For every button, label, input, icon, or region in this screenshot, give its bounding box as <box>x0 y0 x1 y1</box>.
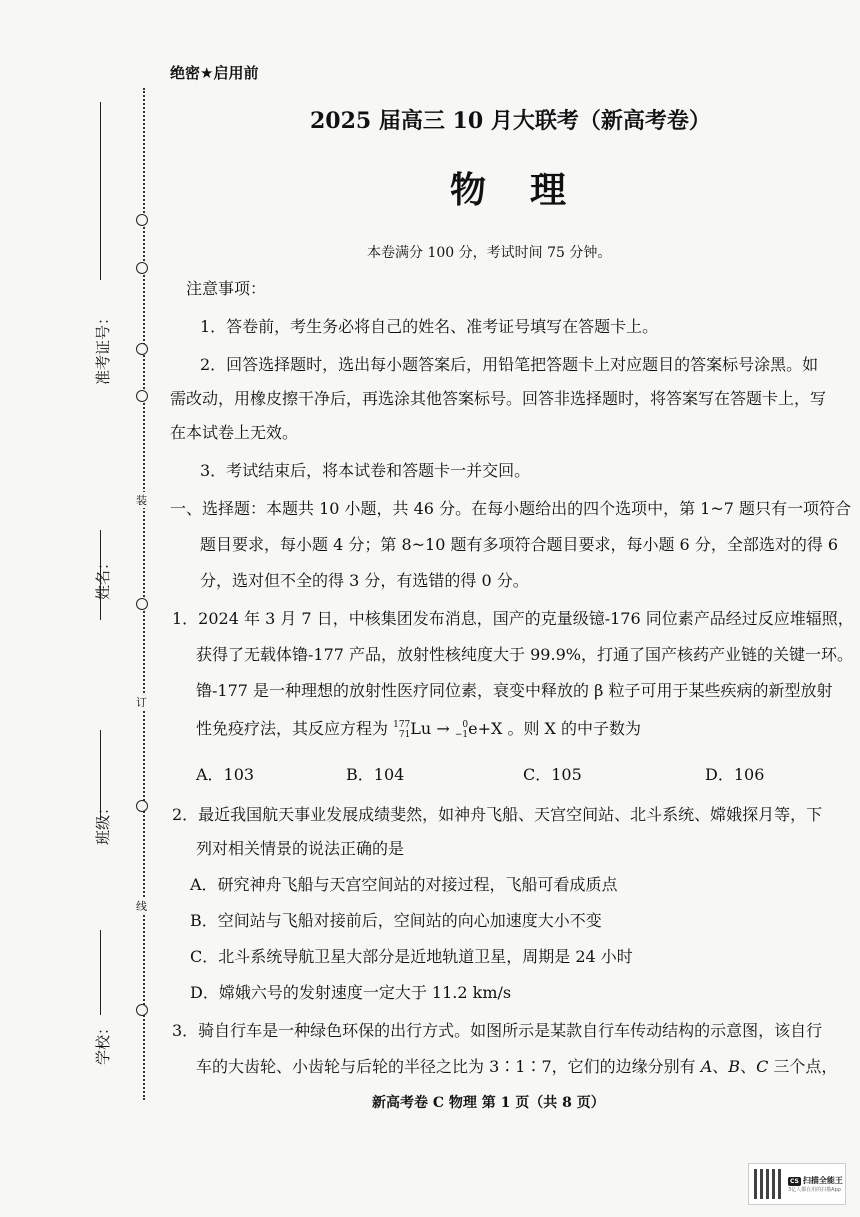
admission-number-line <box>100 102 101 280</box>
section-heading: 一、选择题：本题共 10 小题，共 46 分。在每小题给出的四个选项中，第 1~7 题只有一项符合 <box>170 499 852 518</box>
notice-item: 在本试卷上无效。 <box>170 423 299 442</box>
q2-option-a: A．研究神舟飞船与天宫空间站的对接过程，飞船可看成质点 <box>190 875 618 894</box>
score-info: 本卷满分 100 分，考试时间 75 分钟。 <box>367 245 612 261</box>
cs-badge: CS <box>790 1178 799 1185</box>
q2-option-b: B．空间站与飞船对接前后，空间站的向心加速度大小不变 <box>190 911 602 930</box>
notice-heading: 注意事项： <box>186 279 267 298</box>
class-label: 班级： <box>94 799 112 845</box>
q1-stem: 镥-177 是一种理想的放射性医疗同位素，衰变中释放的 β 粒子可用于某些疾病的新型放射 <box>196 681 833 700</box>
q2-option-d: D．嫦娥六号的发射速度一定大于 11.2 km/s <box>190 983 512 1002</box>
q2-stem: 列对相关情景的说法正确的是 <box>196 839 405 858</box>
q2-option-c: C．北斗系统导航卫星大部分是近地轨道卫星，周期是 24 小时 <box>190 947 633 966</box>
q1-eq-suffix: +X 。则 X 的中子数为 <box>477 719 642 738</box>
lu-mass-number: 177 <box>393 719 411 730</box>
exam-title: 2025 届高三 10 月大联考（新高考卷） <box>310 108 711 134</box>
notice-item: 需改动，用橡皮擦干净后，再选涂其他答案标号。回答非选择题时，将答案写在答题卡上，写 <box>170 389 827 408</box>
point-c-label: C <box>756 1057 769 1076</box>
q3-stem: 3．骑自行车是一种绿色环保的出行方式。如图所示是某款自行车传动结构的示意图，该自行 <box>172 1021 823 1040</box>
separator: 、 <box>740 1057 757 1076</box>
page-footer: 新高考卷 C 物理 第 1 页（共 8 页） <box>372 1095 605 1111</box>
binding-hole <box>136 343 148 355</box>
binding-hole <box>136 1004 148 1016</box>
binding-hole <box>136 262 148 274</box>
q1-option-d: D．106 <box>705 765 765 784</box>
q3-text: 车的大齿轮、小齿轮与后轮的半径之比为 3∶1∶7，它们的边缘分别有 <box>196 1057 701 1076</box>
lu-nuclide-numbers <box>393 720 410 740</box>
separator: 、 <box>712 1057 729 1076</box>
school-label: 学校： <box>94 1019 112 1065</box>
notice-item: 1．答卷前，考生务必将自己的姓名、准考证号填写在答题卡上。 <box>200 317 659 336</box>
electron-numbers <box>455 720 468 740</box>
notice-item: 2．回答选择题时，选出每小题答案后，用铅笔把答题卡上对应题目的答案标号涂黑。如 <box>200 355 819 374</box>
notice-item: 3．考试结束后，将本试卷和答题卡一并交回。 <box>200 461 531 480</box>
electron-mass-number: 0 <box>462 719 469 730</box>
section-heading-cont: 题目要求，每小题 4 分；第 8~10 题有多项符合题目要求，每小题 6 分，全部选对的得 6 <box>200 535 839 554</box>
q3-stem-line2 <box>196 1050 837 1084</box>
binding-hole <box>136 598 148 610</box>
lu-atomic-number: 71 <box>398 729 411 740</box>
name-label: 姓名： <box>94 554 112 600</box>
q1-equation-line <box>196 712 641 746</box>
q3-text: 三个点， <box>768 1057 838 1076</box>
point-a-label: A <box>700 1057 713 1076</box>
q1-stem: 获得了无载体镥-177 产品，放射性核纯度大于 99.9%，打通了国产核药产业链的关键一环。 <box>196 645 853 664</box>
subject-title: 物 理 <box>450 170 571 211</box>
binding-hole <box>136 800 148 812</box>
q1-eq-prefix: 性免疫疗法，其反应方程为 <box>196 719 389 738</box>
binding-char-ding: 订 <box>136 696 147 709</box>
binding-hole <box>136 390 148 402</box>
electron-charge-number: −1 <box>454 729 469 740</box>
school-line <box>100 930 101 1015</box>
q1-stem: 1．2024 年 3 月 7 日，中核集团发布消息，国产的克量级镱-176 同位素产品经过反应堆辐照， <box>172 609 854 628</box>
reaction-arrow: → <box>436 719 450 738</box>
point-b-label: B <box>728 1057 741 1076</box>
binding-char-zhuang: 装 <box>136 494 147 507</box>
binding-char-xian: 线 <box>136 900 147 913</box>
qr-code-icon <box>754 1169 784 1199</box>
scanner-tagline: 3亿人都在用的扫描App <box>788 1187 841 1193</box>
secret-mark: 绝密★启用前 <box>170 64 259 82</box>
q1-option-b: B．104 <box>346 765 405 784</box>
scanner-brand: 扫描全能王 <box>802 1176 843 1185</box>
binding-hole <box>136 214 148 226</box>
admission-number-label: 准考证号： <box>94 309 112 385</box>
lu-symbol: Lu <box>410 719 432 738</box>
q2-stem: 2．最近我国航天事业发展成绩斐然，如神舟飞船、天宫空间站、北斗系统、嫦娥探月等，下 <box>172 805 823 824</box>
section-heading-cont: 分，选对但不全的得 3 分，有选错的得 0 分。 <box>200 571 529 590</box>
q1-option-c: C．105 <box>523 765 582 784</box>
electron-symbol: e <box>468 719 478 738</box>
q1-option-a: A．103 <box>196 765 255 784</box>
binding-dotted-line <box>143 88 145 1100</box>
scanner-watermark <box>748 1163 846 1205</box>
